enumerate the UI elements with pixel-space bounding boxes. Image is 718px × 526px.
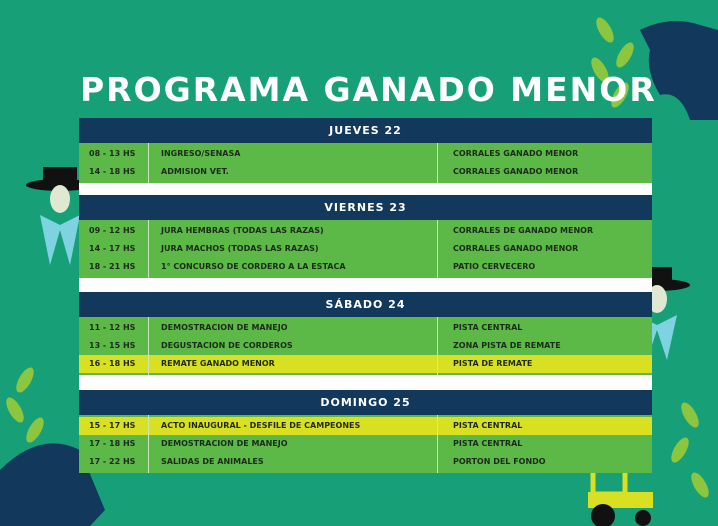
- day-header: JUEVES 22: [79, 118, 652, 143]
- time: 17 - 22 HS: [79, 453, 149, 471]
- schedule-row: [79, 163, 652, 181]
- location: CORRALES GANADO MENOR: [453, 167, 579, 176]
- divider: [79, 373, 652, 390]
- time: 14 - 17 HS: [79, 240, 149, 258]
- location: CORRALES DE GANADO MENOR: [453, 226, 594, 235]
- time: 13 - 15 HS: [79, 337, 149, 355]
- schedule-row: [79, 453, 652, 471]
- day-header: DOMINGO 25: [79, 390, 652, 415]
- day-section: [79, 292, 652, 375]
- location: PISTA CENTRAL: [453, 421, 523, 430]
- schedule-row: [79, 145, 652, 163]
- day-section: [79, 390, 652, 473]
- location: PISTA CENTRAL: [453, 439, 523, 448]
- day-section: [79, 195, 652, 278]
- activity: ADMISION VET.: [149, 163, 438, 181]
- location: PISTA DE REMATE: [453, 359, 533, 368]
- location: CORRALES GANADO MENOR: [453, 244, 579, 253]
- day-section: [79, 118, 652, 183]
- time: 11 - 12 HS: [79, 319, 149, 337]
- schedule-row: [79, 337, 652, 355]
- time: 08 - 13 HS: [79, 145, 149, 163]
- activity: ACTO INAUGURAL - DESFILE DE CAMPEONES: [149, 417, 438, 435]
- activity: INGRESO/SENASA: [149, 145, 438, 163]
- schedule-row: [79, 319, 652, 337]
- day-header: VIERNES 23: [79, 195, 652, 220]
- time: 15 - 17 HS: [79, 417, 149, 435]
- time: 17 - 18 HS: [79, 435, 149, 453]
- location: ZONA PISTA DE REMATE: [453, 341, 561, 350]
- activity: JURA MACHOS (TODAS LAS RAZAS): [149, 240, 438, 258]
- time: 16 - 18 HS: [79, 355, 149, 373]
- activity: 1° CONCURSO DE CORDERO A LA ESTACA: [149, 258, 438, 276]
- schedule-row: [79, 435, 652, 453]
- time: 09 - 12 HS: [79, 222, 149, 240]
- schedule-row: [79, 417, 652, 435]
- activity: SALIDAS DE ANIMALES: [149, 453, 438, 471]
- location: CORRALES GANADO MENOR: [453, 149, 579, 158]
- location: PORTON DEL FONDO: [453, 457, 546, 466]
- page-title: PROGRAMA GANADO MENOR: [80, 70, 657, 109]
- schedule-row: [79, 222, 652, 240]
- divider: [79, 276, 652, 292]
- schedule-row: [79, 240, 652, 258]
- time: 14 - 18 HS: [79, 163, 149, 181]
- schedule-row: [79, 355, 652, 373]
- activity: DEMOSTRACION DE MANEJO: [149, 319, 438, 337]
- activity: DEMOSTRACION DE MANEJO: [149, 435, 438, 453]
- activity: REMATE GANADO MENOR: [149, 355, 438, 373]
- activity: JURA HEMBRAS (TODAS LAS RAZAS): [149, 222, 438, 240]
- divider: [79, 181, 652, 195]
- location: PATIO CERVECERO: [453, 262, 536, 271]
- activity: DEGUSTACION DE CORDEROS: [149, 337, 438, 355]
- schedule-row: [79, 258, 652, 276]
- time: 18 - 21 HS: [79, 258, 149, 276]
- wheat-icon: [660, 395, 718, 526]
- location: PISTA CENTRAL: [453, 323, 523, 332]
- day-header: SÁBADO 24: [79, 292, 652, 317]
